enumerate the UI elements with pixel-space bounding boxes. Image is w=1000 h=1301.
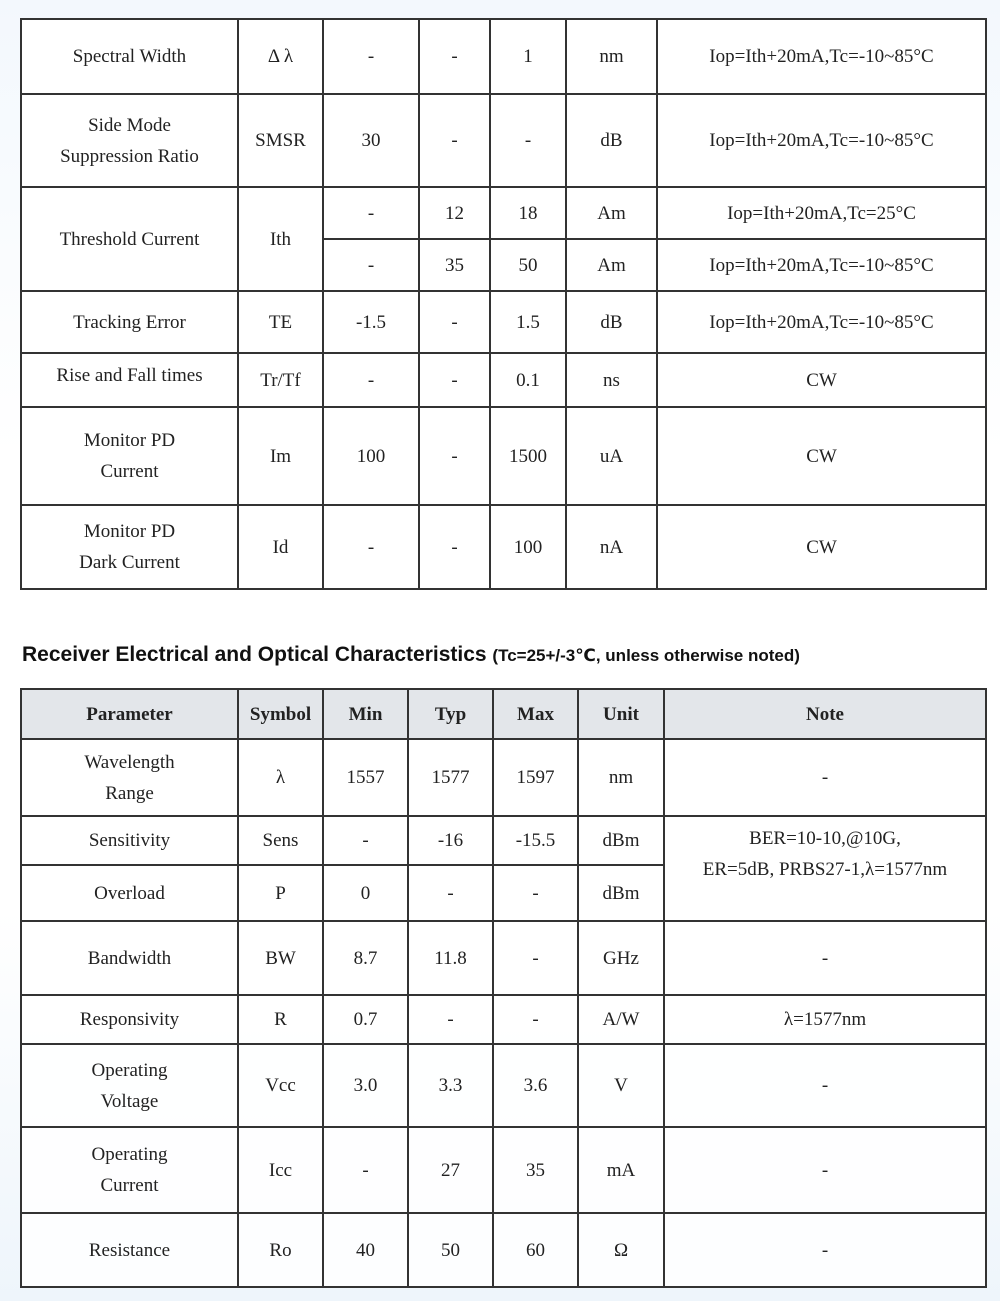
unit-cell: dB — [566, 94, 657, 187]
min-cell: 100 — [323, 407, 419, 505]
min-cell: 0 — [323, 865, 408, 921]
max-cell: - — [493, 995, 578, 1044]
max-cell: 1597 — [493, 739, 578, 816]
param-cell: Bandwidth — [21, 921, 238, 995]
param-cell: Spectral Width — [21, 19, 238, 94]
unit-cell: Am — [566, 239, 657, 291]
header-min: Min — [323, 689, 408, 739]
unit-cell: Ω — [578, 1213, 664, 1287]
note-cell: λ=1577nm — [664, 995, 986, 1044]
max-cell: -15.5 — [493, 816, 578, 865]
max-cell: 50 — [490, 239, 566, 291]
min-cell: 3.0 — [323, 1044, 408, 1127]
typ-cell: 35 — [419, 239, 490, 291]
max-cell: 1500 — [490, 407, 566, 505]
typ-cell: 11.8 — [408, 921, 493, 995]
param-cell: Sensitivity — [21, 816, 238, 865]
section-condition: (Tc=25+/-3℃, unless otherwise noted) — [492, 646, 800, 665]
note-cell: BER=10-10,@10G, ER=5dB, PRBS27-1,λ=1577nm — [664, 816, 986, 921]
typ-cell: 27 — [408, 1127, 493, 1213]
note-cell: Iop=Ith+20mA,Tc=-10~85°C — [657, 94, 986, 187]
note-cell: Iop=Ith+20mA,Tc=-10~85°C — [657, 19, 986, 94]
unit-cell: dBm — [578, 865, 664, 921]
unit-cell: nA — [566, 505, 657, 589]
min-cell: - — [323, 353, 419, 407]
max-cell: 100 — [490, 505, 566, 589]
unit-cell: GHz — [578, 921, 664, 995]
table-row — [21, 739, 986, 816]
header-parameter: Parameter — [21, 689, 238, 739]
max-cell: - — [493, 865, 578, 921]
table-row — [21, 19, 986, 94]
min-cell: - — [323, 187, 419, 239]
symbol-cell: Icc — [238, 1127, 323, 1213]
max-cell: 18 — [490, 187, 566, 239]
min-cell: 40 — [323, 1213, 408, 1287]
param-cell: Responsivity — [21, 995, 238, 1044]
table-row — [21, 816, 986, 865]
table-row — [21, 1127, 986, 1213]
unit-cell: nm — [566, 19, 657, 94]
max-cell: 1 — [490, 19, 566, 94]
param-cell: Tracking Error — [21, 291, 238, 353]
param-cell: Monitor PD Dark Current — [21, 505, 238, 589]
table-row — [21, 407, 986, 505]
typ-cell: - — [419, 291, 490, 353]
symbol-cell: Ith — [238, 187, 323, 291]
table-row — [21, 505, 986, 589]
note-cell: - — [664, 739, 986, 816]
table-row — [21, 187, 986, 239]
typ-cell: -16 — [408, 816, 493, 865]
table-row — [21, 1213, 986, 1287]
symbol-cell: TE — [238, 291, 323, 353]
typ-cell: 1577 — [408, 739, 493, 816]
unit-cell: dBm — [578, 816, 664, 865]
note-cell: - — [664, 1213, 986, 1287]
typ-cell: - — [419, 407, 490, 505]
note-cell: CW — [657, 407, 986, 505]
table-row — [21, 291, 986, 353]
table-header-row — [21, 689, 986, 739]
table-row — [21, 1044, 986, 1127]
typ-cell: - — [408, 995, 493, 1044]
note-cell: CW — [657, 505, 986, 589]
note-cell: Iop=Ith+20mA,Tc=-10~85°C — [657, 291, 986, 353]
note-cell: Iop=Ith+20mA,Tc=25°C — [657, 187, 986, 239]
symbol-cell: Tr/Tf — [238, 353, 323, 407]
note-cell: - — [664, 1127, 986, 1213]
max-cell: 35 — [493, 1127, 578, 1213]
min-cell: 1557 — [323, 739, 408, 816]
table-row — [21, 353, 986, 407]
symbol-cell: Sens — [238, 816, 323, 865]
max-cell: 60 — [493, 1213, 578, 1287]
unit-cell: dB — [566, 291, 657, 353]
typ-cell: - — [408, 865, 493, 921]
unit-cell: V — [578, 1044, 664, 1127]
symbol-cell: BW — [238, 921, 323, 995]
symbol-cell: Δ λ — [238, 19, 323, 94]
min-cell: - — [323, 239, 419, 291]
symbol-cell: SMSR — [238, 94, 323, 187]
section-title — [22, 643, 800, 667]
unit-cell: nm — [578, 739, 664, 816]
typ-cell: - — [419, 19, 490, 94]
min-cell: - — [323, 19, 419, 94]
param-cell: Operating Voltage — [21, 1044, 238, 1127]
unit-cell: mA — [578, 1127, 664, 1213]
max-cell: 1.5 — [490, 291, 566, 353]
header-note: Note — [664, 689, 986, 739]
symbol-cell: λ — [238, 739, 323, 816]
param-cell: Rise and Fall times — [21, 353, 238, 407]
min-cell: - — [323, 816, 408, 865]
symbol-cell: Id — [238, 505, 323, 589]
unit-cell: uA — [566, 407, 657, 505]
section-title-text: Receiver Electrical and Optical Characteristics — [22, 643, 487, 666]
param-cell: Threshold Current — [21, 187, 238, 291]
symbol-cell: P — [238, 865, 323, 921]
table-row — [21, 921, 986, 995]
receiver-table — [20, 688, 987, 1288]
typ-cell: - — [419, 353, 490, 407]
param-cell: Wavelength Range — [21, 739, 238, 816]
typ-cell: 50 — [408, 1213, 493, 1287]
table-row — [21, 995, 986, 1044]
max-cell: - — [490, 94, 566, 187]
table-row — [21, 94, 986, 187]
min-cell: 30 — [323, 94, 419, 187]
param-cell: Side Mode Suppression Ratio — [21, 94, 238, 187]
min-cell: - — [323, 1127, 408, 1213]
header-symbol: Symbol — [238, 689, 323, 739]
typ-cell: - — [419, 94, 490, 187]
symbol-cell: Vcc — [238, 1044, 323, 1127]
typ-cell: 12 — [419, 187, 490, 239]
param-cell: Overload — [21, 865, 238, 921]
symbol-cell: Ro — [238, 1213, 323, 1287]
symbol-cell: Im — [238, 407, 323, 505]
max-cell: 0.1 — [490, 353, 566, 407]
transmitter-table — [20, 18, 987, 590]
note-cell: CW — [657, 353, 986, 407]
note-cell: - — [664, 1044, 986, 1127]
header-max: Max — [493, 689, 578, 739]
param-cell: Monitor PD Current — [21, 407, 238, 505]
max-cell: - — [493, 921, 578, 995]
unit-cell: Am — [566, 187, 657, 239]
min-cell: 0.7 — [323, 995, 408, 1044]
symbol-cell: R — [238, 995, 323, 1044]
param-cell: Resistance — [21, 1213, 238, 1287]
header-typ: Typ — [408, 689, 493, 739]
typ-cell: 3.3 — [408, 1044, 493, 1127]
typ-cell: - — [419, 505, 490, 589]
min-cell: 8.7 — [323, 921, 408, 995]
unit-cell: A/W — [578, 995, 664, 1044]
min-cell: -1.5 — [323, 291, 419, 353]
note-cell: Iop=Ith+20mA,Tc=-10~85°C — [657, 239, 986, 291]
header-unit: Unit — [578, 689, 664, 739]
max-cell: 3.6 — [493, 1044, 578, 1127]
min-cell: - — [323, 505, 419, 589]
note-cell: - — [664, 921, 986, 995]
unit-cell: ns — [566, 353, 657, 407]
param-cell: Operating Current — [21, 1127, 238, 1213]
